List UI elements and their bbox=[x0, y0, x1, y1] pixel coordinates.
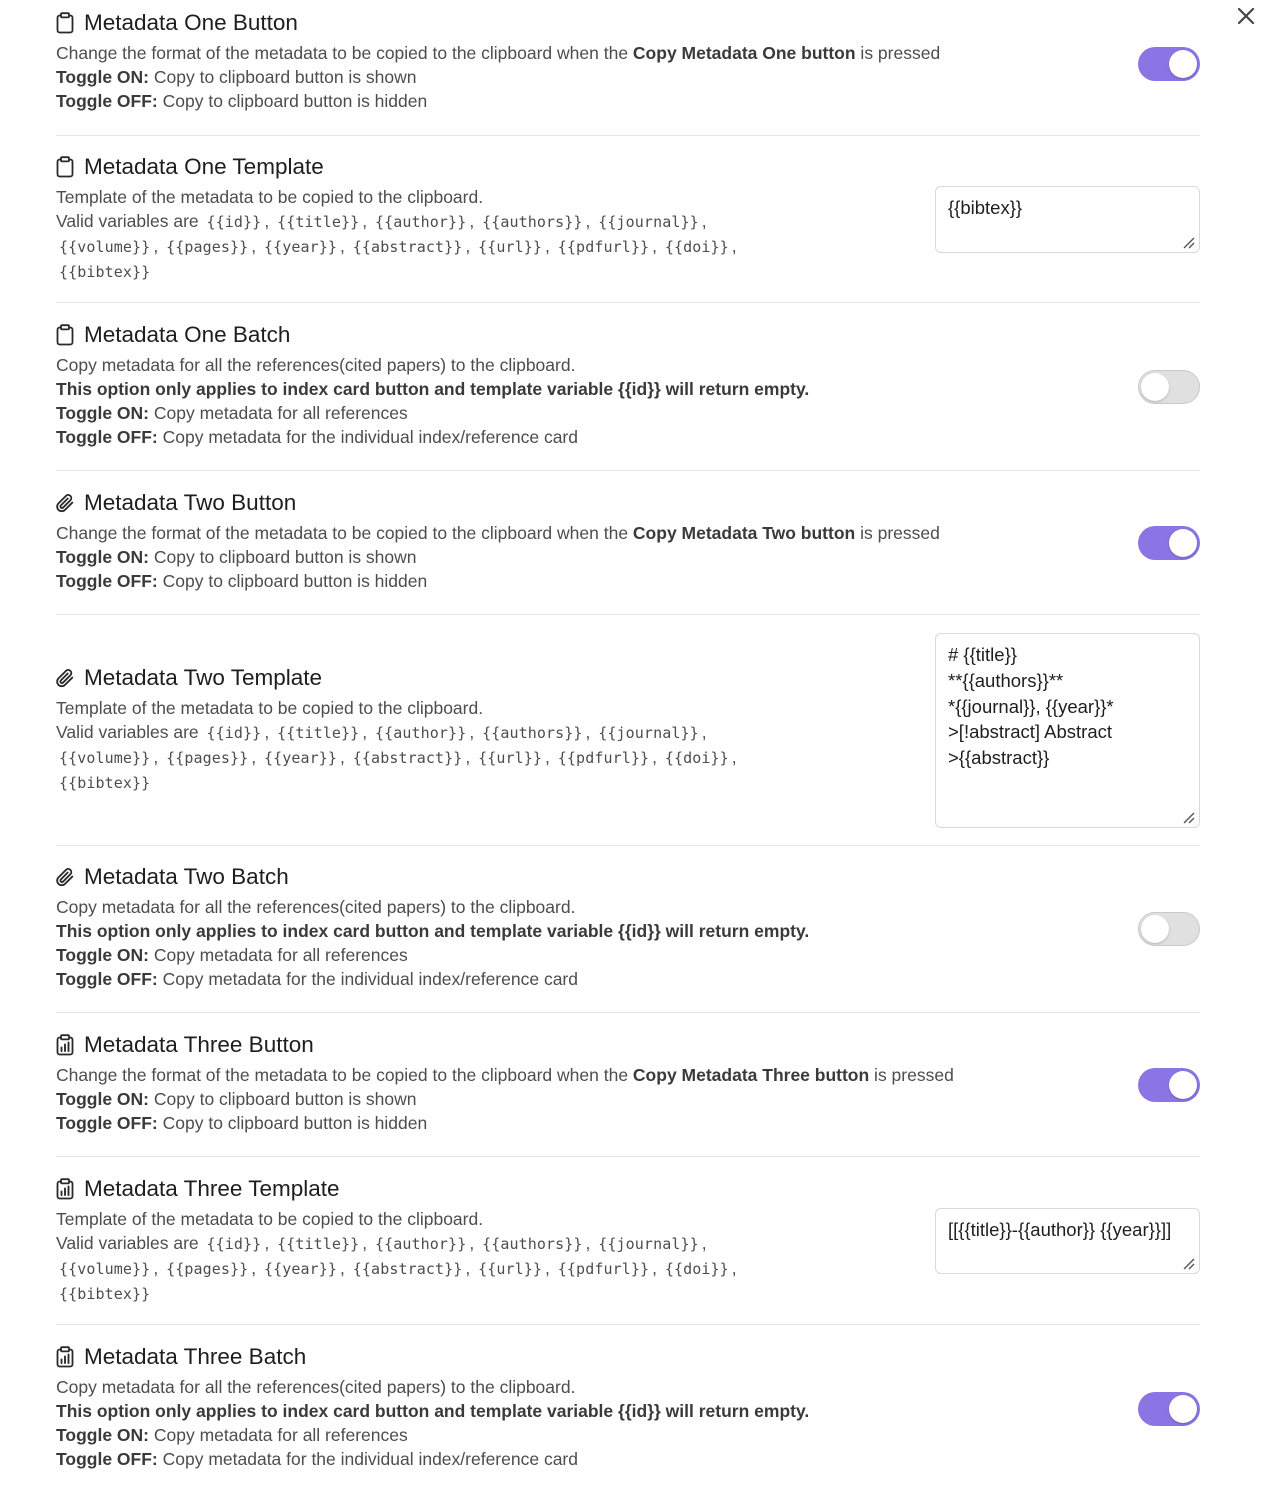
variable-token: {{journal}} bbox=[598, 213, 699, 231]
setting-description: Copy metadata for all the references(cited papers) to the clipboard. This option only applies to index card button and template variable {{id}} will return empty. Toggle ON: Copy metadata for all references Toggle OFF: Copy metadata for the individual index/reference card bbox=[56, 897, 810, 989]
clipboard-chart-icon bbox=[54, 1033, 76, 1057]
clipboard-chart-icon bbox=[54, 1177, 76, 1201]
variable-token: {{journal}} bbox=[598, 724, 699, 742]
metadata-three-button-toggle[interactable] bbox=[1138, 1068, 1200, 1102]
setting-description: Change the format of the metadata to be copied to the clipboard when the Copy Metadata One button is pressed Toggle ON: Copy to clipboard button is shown Toggle OFF: Copy to clipboard button is hidden bbox=[56, 43, 941, 111]
variable-token: {{pages}} bbox=[166, 238, 249, 256]
clipboard-icon bbox=[54, 11, 76, 35]
variable-token: {{bibtex}} bbox=[59, 1285, 151, 1303]
variable-token: {{volume}} bbox=[59, 1260, 151, 1278]
variable-token: {{pdfurl}} bbox=[557, 749, 650, 767]
variable-token: {{author}} bbox=[375, 724, 467, 742]
variable-token: {{title}} bbox=[277, 724, 360, 742]
paperclip-icon bbox=[54, 865, 76, 889]
variable-token: {{authors}} bbox=[482, 1235, 583, 1253]
variable-token: {{year}} bbox=[264, 1260, 338, 1278]
variable-token: {{abstract}} bbox=[352, 749, 463, 767]
clipboard-chart-icon bbox=[54, 1345, 76, 1369]
setting-description: Template of the metadata to be copied to the clipboard. Valid variables are {{id}} , {{title}} , {{author}} , {{authors}} , {{journal}} , {{volume}} , {{pages}} , {{year}} , {{abstract}} , {{url}} , {{pdfurl}} , {{doi}} , {{bibtex}} bbox=[56, 1207, 916, 1306]
valid-variables: Valid variables are {{id}} , {{title}} , {{author}} , {{authors}} , {{journal}} , {{volume}} , {{pages}} , {{year}} , {{abstract}} , {{url}} , {{pdfurl}} , {{doi}} , {{bibtex}} bbox=[56, 211, 737, 281]
setting-description: Template of the metadata to be copied to the clipboard. Valid variables are {{id}} , {{title}} , {{author}} , {{authors}} , {{journal}} , {{volume}} , {{pages}} , {{year}} , {{abstract}} , {{url}} , {{pdfurl}} , {{doi}} , {{bibtex}} bbox=[56, 185, 916, 284]
setting-description: Change the format of the metadata to be copied to the clipboard when the Copy Metadata Two button is pressed Toggle ON: Copy to clipboard button is shown Toggle OFF: Copy to clipboard button is hidden bbox=[56, 523, 940, 591]
variable-token: {{bibtex}} bbox=[59, 263, 151, 281]
metadata-two-template-input[interactable] bbox=[935, 633, 1200, 828]
variable-token: {{pages}} bbox=[166, 1260, 249, 1278]
setting-title: Metadata Three Template bbox=[54, 1174, 916, 1204]
setting-metadata-three-batch bbox=[56, 1342, 1200, 1492]
setting-description: Change the format of the metadata to be copied to the clipboard when the Copy Metadata Three button is pressed Toggle ON: Copy to clipboard button is shown Toggle OFF: Copy to clipboard button is hidden bbox=[56, 1065, 954, 1133]
variable-token: {{abstract}} bbox=[352, 1260, 463, 1278]
variable-token: {{volume}} bbox=[59, 749, 151, 767]
close-icon bbox=[1237, 7, 1255, 25]
metadata-one-batch-toggle[interactable] bbox=[1138, 370, 1200, 404]
setting-metadata-three-button bbox=[56, 1030, 1200, 1157]
variable-token: {{url}} bbox=[478, 1260, 543, 1278]
setting-metadata-two-batch bbox=[56, 862, 1200, 1013]
setting-metadata-three-template bbox=[56, 1174, 1200, 1325]
variable-token: {{bibtex}} bbox=[59, 774, 151, 792]
variable-token: {{authors}} bbox=[482, 724, 583, 742]
setting-metadata-one-button bbox=[56, 8, 1200, 136]
setting-description: Copy metadata for all the references(cited papers) to the clipboard. This option only applies to index card button and template variable {{id}} will return empty. Toggle ON: Copy metadata for all references Toggle OFF: Copy metadata for the individual index/reference card bbox=[56, 355, 810, 447]
clipboard-icon bbox=[54, 323, 76, 347]
variable-token: {{abstract}} bbox=[352, 238, 463, 256]
paperclip-icon bbox=[54, 666, 76, 690]
variable-token: {{pdfurl}} bbox=[557, 1260, 650, 1278]
setting-title: Metadata Two Template bbox=[54, 663, 916, 693]
variable-token: {{doi}} bbox=[664, 1260, 729, 1278]
variable-token: {{journal}} bbox=[598, 1235, 699, 1253]
variable-token: {{author}} bbox=[375, 1235, 467, 1253]
variable-token: {{doi}} bbox=[664, 749, 729, 767]
setting-title: Metadata Three Button bbox=[54, 1030, 916, 1060]
paperclip-icon bbox=[54, 491, 76, 515]
variable-token: {{id}} bbox=[206, 1235, 262, 1253]
close-button[interactable] bbox=[1232, 2, 1260, 30]
metadata-one-template-input[interactable] bbox=[935, 186, 1200, 253]
setting-title: Metadata Three Batch bbox=[54, 1342, 916, 1372]
variable-token: {{id}} bbox=[206, 724, 262, 742]
variable-token: {{url}} bbox=[478, 238, 543, 256]
metadata-two-batch-toggle[interactable] bbox=[1138, 912, 1200, 946]
setting-metadata-one-template bbox=[56, 152, 1200, 303]
setting-title: Metadata Two Button bbox=[54, 488, 916, 518]
valid-variables: Valid variables are {{id}} , {{title}} , {{author}} , {{authors}} , {{journal}} , {{volume}} , {{pages}} , {{year}} , {{abstract}} , {{url}} , {{pdfurl}} , {{doi}} , {{bibtex}} bbox=[56, 722, 737, 792]
setting-title: Metadata One Button bbox=[54, 8, 916, 38]
variable-token: {{doi}} bbox=[664, 238, 729, 256]
setting-title: Metadata One Batch bbox=[54, 320, 916, 350]
valid-variables: Valid variables are {{id}} , {{title}} , {{author}} , {{authors}} , {{journal}} , {{volume}} , {{pages}} , {{year}} , {{abstract}} , {{url}} , {{pdfurl}} , {{doi}} , {{bibtex}} bbox=[56, 1233, 737, 1303]
setting-metadata-one-batch bbox=[56, 320, 1200, 471]
setting-title: Metadata Two Batch bbox=[54, 862, 916, 892]
variable-token: {{year}} bbox=[264, 238, 338, 256]
variable-token: {{pages}} bbox=[166, 749, 249, 767]
variable-token: {{volume}} bbox=[59, 238, 151, 256]
metadata-three-template-input[interactable] bbox=[935, 1208, 1200, 1274]
variable-token: {{url}} bbox=[478, 749, 543, 767]
variable-token: {{id}} bbox=[206, 213, 262, 231]
metadata-three-batch-toggle[interactable] bbox=[1138, 1392, 1200, 1426]
setting-title: Metadata One Template bbox=[54, 152, 916, 182]
clipboard-icon bbox=[54, 155, 76, 179]
setting-description: Template of the metadata to be copied to the clipboard. Valid variables are {{id}} , {{title}} , {{author}} , {{authors}} , {{journal}} , {{volume}} , {{pages}} , {{year}} , {{abstract}} , {{url}} , {{pdfurl}} , {{doi}} , {{bibtex}} bbox=[56, 696, 916, 795]
variable-token: {{pdfurl}} bbox=[557, 238, 650, 256]
setting-description: Copy metadata for all the references(cited papers) to the clipboard. This option only applies to index card button and template variable {{id}} will return empty. Toggle ON: Copy metadata for all references Toggle OFF: Copy metadata for the individual index/reference card bbox=[56, 1377, 810, 1469]
variable-token: {{authors}} bbox=[482, 213, 583, 231]
variable-token: {{title}} bbox=[277, 213, 360, 231]
metadata-one-button-toggle[interactable] bbox=[1138, 47, 1200, 81]
variable-token: {{title}} bbox=[277, 1235, 360, 1253]
metadata-two-button-toggle[interactable] bbox=[1138, 526, 1200, 560]
variable-token: {{year}} bbox=[264, 749, 338, 767]
variable-token: {{author}} bbox=[375, 213, 467, 231]
setting-metadata-two-template bbox=[56, 633, 1200, 846]
setting-metadata-two-button bbox=[56, 488, 1200, 615]
